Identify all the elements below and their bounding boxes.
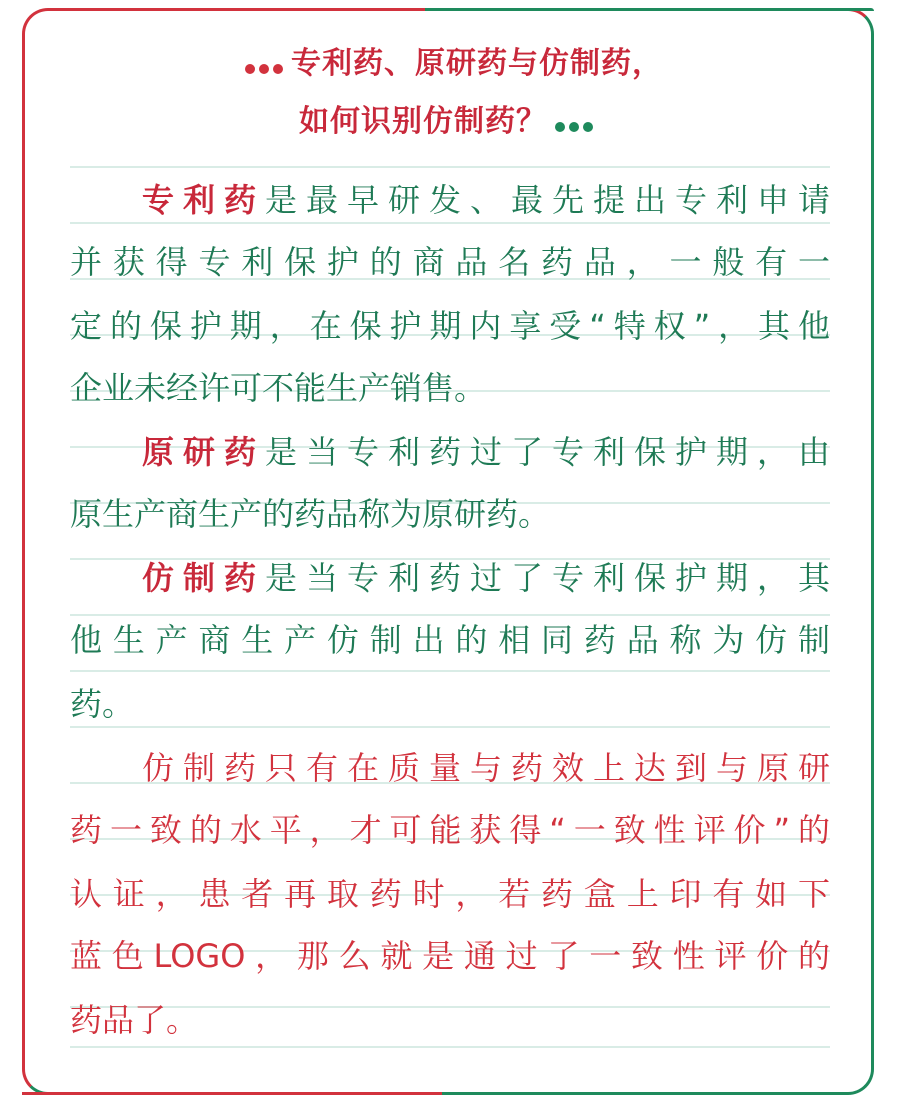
title-text-1: 专利药、原研药与仿制药， <box>291 46 663 81</box>
paragraph-4-line-1: 仿制药只有在质量与药效上达到与原研 <box>142 749 830 787</box>
paragraph-text: 是最早研发、最先提出专利申请 <box>265 181 830 219</box>
divider <box>70 670 830 672</box>
divider <box>70 166 830 168</box>
divider <box>70 1046 830 1048</box>
paragraph-4-line-2: 药一致的水平，才可能获得“一致性评价”的 <box>70 811 830 849</box>
green-dots-icon <box>553 105 595 140</box>
divider <box>70 614 830 616</box>
paragraph-2-line-1 <box>142 432 830 472</box>
paragraph-4-line-4: 蓝色LOGO，那么就是通过了一致性评价的 <box>70 937 830 975</box>
paragraph-1-line-2: 并获得专利保护的商品名药品，一般有一 <box>70 243 830 281</box>
paragraph-text: 是当专利药过了专利保护期，由 <box>265 433 830 471</box>
term-generic-drug: 仿制药 <box>142 559 265 597</box>
paragraph-3-line-3: 药。 <box>70 685 135 723</box>
divider <box>70 726 830 728</box>
paragraph-3-line-2: 他生产商生产仿制出的相同药品称为仿制 <box>70 621 830 659</box>
term-patent-drug: 专利药 <box>142 181 265 219</box>
paragraph-4-line-5: 药品了。 <box>70 1001 199 1039</box>
red-dots-icon <box>243 47 285 82</box>
title-text-2: 如何识别仿制药？ <box>299 104 547 139</box>
title-line-1 <box>0 38 900 82</box>
paragraph-1-line-1 <box>142 180 830 220</box>
paragraph-1-line-3: 定的保护期，在保护期内享受“特权”，其他 <box>70 307 830 345</box>
content-card <box>22 8 874 1095</box>
term-original-drug: 原研药 <box>142 433 265 471</box>
title-line-2 <box>0 96 900 140</box>
paragraph-text: 是当专利药过了专利保护期，其 <box>265 559 830 597</box>
paragraph-1-line-4: 企业未经许可不能生产销售。 <box>70 369 487 407</box>
paragraph-4-line-3: 认证，患者再取药时，若药盒上印有如下 <box>70 875 830 913</box>
paragraph-3-line-1 <box>142 558 830 598</box>
divider <box>70 222 830 224</box>
paragraph-2-line-2: 原生产商生产的药品称为原研药。 <box>70 495 551 533</box>
